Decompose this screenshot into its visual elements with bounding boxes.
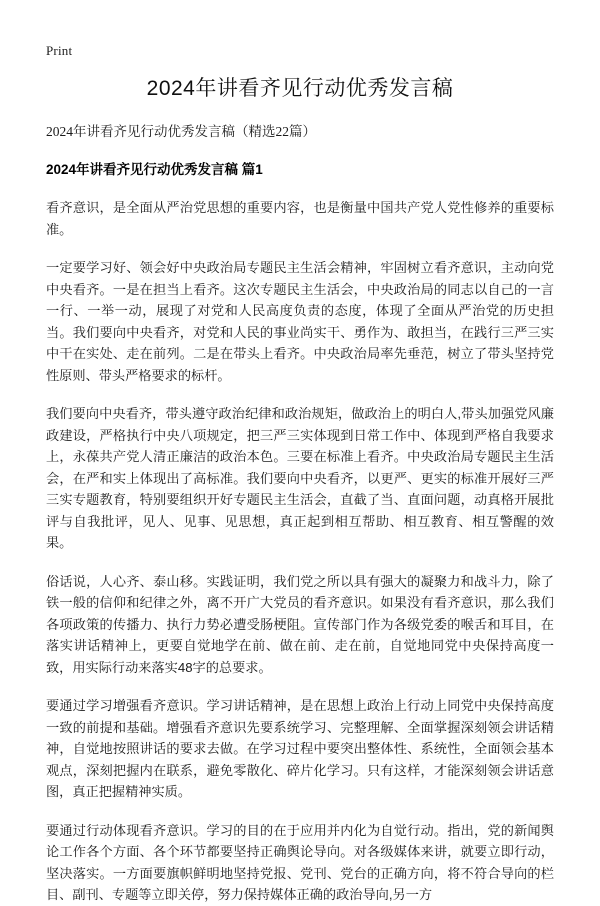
body-paragraph: 看齐意识，是全面从严治党思想的重要内容，也是衡量中国共产党人党性修养的重要标准。: [46, 200, 554, 237]
body-paragraph: 我们要向中央看齐，带头遵守政治纪律和政治规矩，做政治上的明白人,带头加强党风廉政建设，严格执行中央八项规定，把三严三实体现到日常工作中、体现到严格自我要求上，永葆共产党人清正廉洁的政治本色。三要在标准上看齐。中央政治局专题民主生活会，在严和实上体现出了高标准。我们要向中央看齐，以更严、更实的标准开展好三严三实专题教育，特别要组织开好专题民主生活会，直截了当、直面问题，动真格开展批评与自我批评，见人、见事、见思想，真正起到相互帮助、相互教育、相互警醒的效果。: [46, 406, 554, 550]
body-paragraph: 俗话说，人心齐、泰山移。实践证明，我们党之所以具有强大的凝聚力和战斗力，除了铁一般的信仰和纪律之外，离不开广大党员的看齐意识。如果没有看齐意识，那么我们各项政策的传播力、执行力势必遭受肠梗阻。宣传部门作为各级党委的喉舌和耳目，在落实讲话精神上，更要自觉地学在前、做在前、走在前，自觉地同党中央保持高度一致，用实际行动来落实48字的总要求。: [46, 573, 554, 675]
body-paragraph: 要通过学习增强看齐意识。学习讲话精神，是在思想上政治上行动上同党中央保持高度一致的前提和基础。增强看齐意识先要系统学习、完整理解、全面掌握深刻领会讲话精神，自觉地按照讲话的要求去做。在学习过程中要突出整体性、系统性，全面领会基本观点，深刻把握内在联系，避免零散化、碎片化学习。只有这样，才能深刻领会讲话意图，真正把握精神实质。: [46, 698, 554, 799]
body-paragraph: 要通过行动体现看齐意识。学习的目的在于应用并内化为自觉行动。指出，党的新闻舆论工作各个方面、各个环节都要坚持正确舆论导向。对各级媒体来讲，就要立即行动，坚决落实。一方面要旗帜鲜明地坚持党报、党刊、党台的正确方向，将不符合导向的栏目、副刊、专题等立即关停，努力保持媒体正确的政治导向,另一方: [46, 822, 554, 902]
print-link[interactable]: Print: [46, 43, 73, 58]
document-subtitle: 2024年讲看齐见行动优秀发言稿（精选22篇）: [46, 124, 316, 139]
document-content: [46, 74, 554, 906]
page-title: 2024年讲看齐见行动优秀发言稿: [146, 77, 454, 100]
print-bar: [46, 42, 72, 60]
section-heading: 2024年讲看齐见行动优秀发言稿 篇1: [46, 162, 263, 177]
body-paragraph: 一定要学习好、领会好中央政治局专题民主生活会精神，牢固树立看齐意识，主动向党中央看齐。一是在担当上看齐。这次专题民主生活会，中央政治局的同志以自己的一言一行、一举一动，展现了对党和人民高度负责的态度，体现了全面从严治党的历史担当。我们要向中央看齐，对党和人民的事业尚实干、勇作为、敢担当，在践行三严三实中干在实处、走在前列。二是在带头上看齐。中央政治局率先垂范，树立了带头坚持党性原则、带头严格要求的标杆。: [46, 260, 554, 383]
